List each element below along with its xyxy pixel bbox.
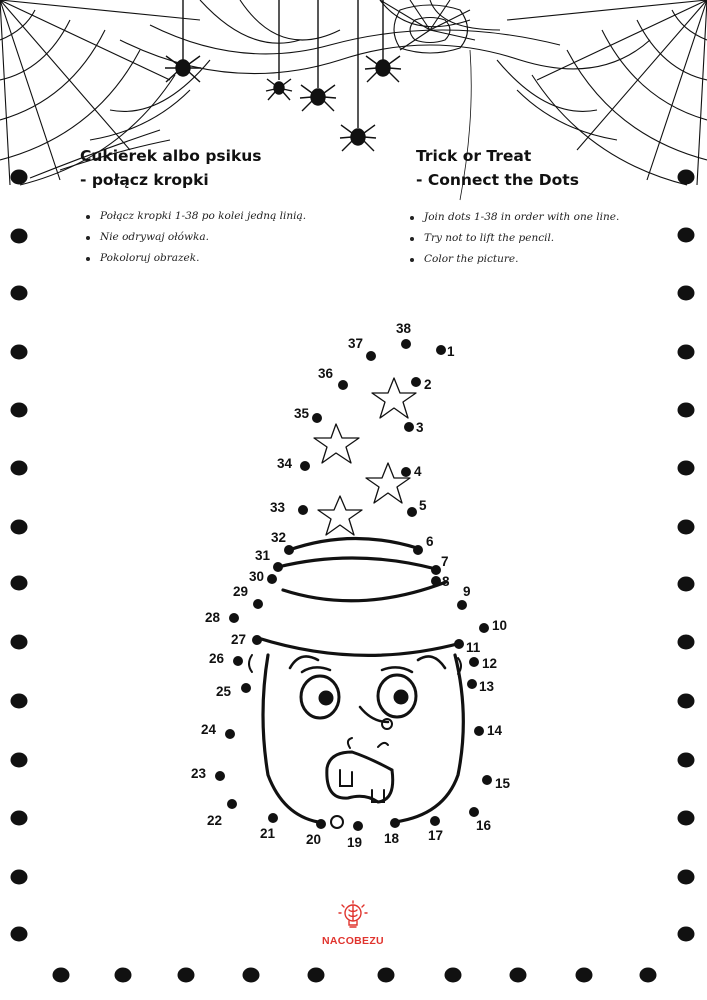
dot-label-28: 28 [205, 610, 221, 625]
dot-5 [407, 507, 417, 517]
dot-12 [469, 657, 479, 667]
dot-label-33: 33 [270, 500, 286, 515]
dot-label-11: 11 [466, 640, 481, 655]
border-dot [678, 635, 695, 650]
border-dot [11, 635, 28, 650]
dot-9 [457, 600, 467, 610]
dot-25 [241, 683, 251, 693]
polish-title-line1: Cukierek albo psikus [80, 147, 262, 165]
dot-label-19: 19 [347, 835, 363, 850]
dot-21 [268, 813, 278, 823]
english-instructions [408, 207, 619, 270]
border-dot [11, 345, 28, 360]
border-dot [243, 968, 260, 983]
dot-label-8: 8 [442, 574, 450, 589]
face-details [301, 667, 416, 828]
english-title-line1: Trick or Treat [416, 147, 532, 165]
border-dot [576, 968, 593, 983]
dot-label-1: 1 [447, 344, 455, 359]
dot-label-18: 18 [384, 831, 400, 846]
dot-22 [227, 799, 237, 809]
dot-label-2: 2 [424, 377, 432, 392]
dot-34 [300, 461, 310, 471]
dot-label-27: 27 [231, 632, 247, 647]
list-item: Nie odrywaj ołówka. [84, 227, 306, 248]
border-dot [308, 968, 325, 983]
dot-26 [233, 656, 243, 666]
dot-38 [401, 339, 411, 349]
border-dot [11, 170, 28, 185]
dot-10 [479, 623, 489, 633]
dot-28 [229, 613, 239, 623]
dot-label-26: 26 [209, 651, 225, 666]
dot-label-38: 38 [396, 321, 412, 336]
border-dot [378, 968, 395, 983]
dot-label-15: 15 [495, 776, 511, 791]
border-dot [678, 461, 695, 476]
border-dot [11, 461, 28, 476]
border-dot [678, 811, 695, 826]
dot-label-25: 25 [216, 684, 232, 699]
dot-36 [338, 380, 348, 390]
dot-label-21: 21 [260, 826, 276, 841]
dot-label-9: 9 [463, 584, 471, 599]
dot-35 [312, 413, 322, 423]
border-dot [678, 927, 695, 942]
border-dot [11, 753, 28, 768]
dot-label-37: 37 [348, 336, 364, 351]
dot-label-7: 7 [441, 554, 449, 569]
border-dot [445, 968, 462, 983]
dot-label-29: 29 [233, 584, 249, 599]
dot-label-31: 31 [255, 548, 271, 563]
dot-16 [469, 807, 479, 817]
dot-24 [225, 729, 235, 739]
star-outline-icon [314, 378, 416, 535]
mouth [327, 752, 393, 802]
dot-23 [215, 771, 225, 781]
dot-18 [390, 818, 400, 828]
dot-27 [252, 635, 262, 645]
dot-31 [273, 562, 283, 572]
logo-text: NACOBEZU [322, 935, 384, 947]
dot-32 [284, 545, 294, 555]
dot-label-32: 32 [271, 530, 287, 545]
dot-label-34: 34 [277, 456, 293, 471]
dot-label-20: 20 [306, 832, 322, 847]
dot-29 [253, 599, 263, 609]
dot-8 [431, 576, 441, 586]
dot-label-3: 3 [416, 420, 424, 435]
border-dot [11, 403, 28, 418]
hanging-spider-icon [165, 0, 401, 151]
dot-label-13: 13 [479, 679, 495, 694]
border-dot [678, 286, 695, 301]
dot-11 [454, 639, 464, 649]
dot-label-12: 12 [482, 656, 498, 671]
dot-label-6: 6 [426, 534, 434, 549]
dot-label-14: 14 [487, 723, 503, 738]
list-item: Join dots 1-38 in order with one line. [408, 207, 619, 228]
border-dot [11, 229, 28, 244]
border-dot [11, 694, 28, 709]
polish-title-line2: - połącz kropki [80, 171, 209, 189]
dot-6 [413, 545, 423, 555]
list-item: Try not to lift the pencil. [408, 228, 619, 249]
list-item: Pokoloruj obrazek. [84, 248, 306, 269]
dot-label-35: 35 [294, 406, 310, 421]
dot-label-24: 24 [201, 722, 217, 737]
border-dot [11, 576, 28, 591]
polka-dot-border [11, 170, 695, 983]
dot-label-23: 23 [191, 766, 207, 781]
dot-4 [401, 467, 411, 477]
border-dot [11, 286, 28, 301]
border-dot [678, 870, 695, 885]
dot-label-30: 30 [249, 569, 265, 584]
dot-33 [298, 505, 308, 515]
dot-label-16: 16 [476, 818, 492, 833]
border-dot [53, 968, 70, 983]
border-dot [678, 694, 695, 709]
border-dot [678, 753, 695, 768]
dot-label-22: 22 [207, 813, 223, 828]
border-dot [178, 968, 195, 983]
lightbulb-brain-icon [338, 900, 368, 930]
border-dot [678, 345, 695, 360]
border-dot [11, 927, 28, 942]
border-dot [678, 228, 695, 243]
dot-1 [436, 345, 446, 355]
dot-37 [366, 351, 376, 361]
border-dot [11, 811, 28, 826]
dot-30 [267, 574, 277, 584]
english-title-line2: - Connect the Dots [416, 171, 579, 189]
dot-17 [430, 816, 440, 826]
dot-19 [353, 821, 363, 831]
dot-label-36: 36 [318, 366, 334, 381]
dot-3 [404, 422, 414, 432]
nacobezu-logo [318, 900, 388, 947]
border-dot [510, 968, 527, 983]
list-item: Color the picture. [408, 249, 619, 270]
connect-the-dots-puzzle [191, 321, 511, 850]
dot-2 [411, 377, 421, 387]
dot-label-5: 5 [419, 498, 427, 513]
border-dot [11, 520, 28, 535]
dot-label-4: 4 [414, 464, 422, 479]
polish-instructions [84, 206, 306, 269]
border-dot [678, 577, 695, 592]
dot-14 [474, 726, 484, 736]
border-dot [678, 403, 695, 418]
dot-13 [467, 679, 477, 689]
border-dot [115, 968, 132, 983]
dot-label-17: 17 [428, 828, 444, 843]
border-dot [11, 870, 28, 885]
english-title [416, 144, 579, 192]
dot-7 [431, 565, 441, 575]
list-item: Połącz kropki 1-38 po kolei jedną linią. [84, 206, 306, 227]
border-dot [640, 968, 657, 983]
polish-title [80, 144, 262, 192]
border-dot [678, 520, 695, 535]
dot-label-10: 10 [492, 618, 508, 633]
dot-15 [482, 775, 492, 785]
dot-20 [316, 819, 326, 829]
border-dot [678, 170, 695, 185]
